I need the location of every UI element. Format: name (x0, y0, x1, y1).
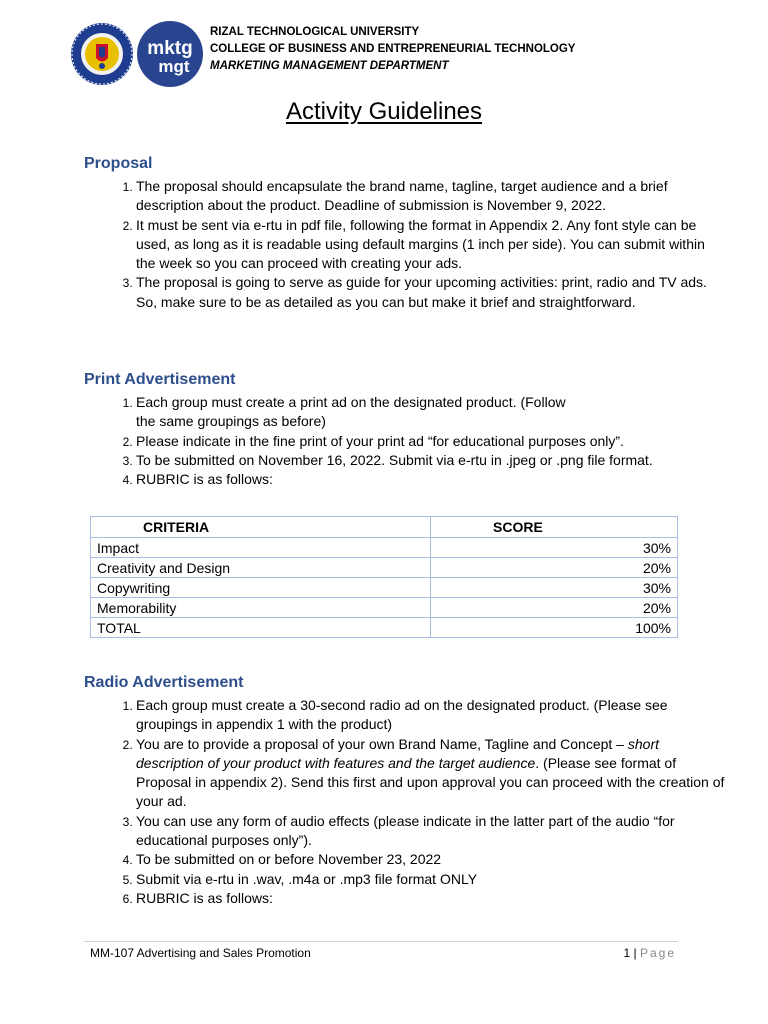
footer-page (623, 946, 676, 960)
score-cell: 30% (431, 578, 678, 598)
criteria-header: CRITERIA (91, 517, 431, 538)
list-item: 3. To be submitted on November 16, 2022. Submit via e-rtu in .jpeg or .png file format. (136, 451, 726, 470)
criteria-cell: Impact (91, 538, 431, 558)
list-item: 4. RUBRIC is as follows: (136, 470, 726, 489)
score-cell: 20% (431, 558, 678, 578)
list-item (136, 735, 726, 812)
page-number: 1 (623, 946, 631, 960)
table-row (91, 618, 678, 638)
list-item-text: You are to provide a proposal of your own Brand Name, Tagline and Concept – (136, 735, 624, 752)
list-item: 3. The proposal is going to serve as guide for your upcoming activities: print, radio and TV ads. So, make sure to be as detailed as you can but make it brief and straightforward. (136, 273, 726, 312)
score-cell: 30% (431, 538, 678, 558)
table-row (91, 558, 678, 578)
department-name: MARKETING MANAGEMENT DEPARTMENT (210, 60, 449, 72)
college-name: COLLEGE OF BUSINESS AND ENTREPRENEURIAL TECHNOLOGY (210, 43, 576, 55)
list-item: 2. Please indicate in the fine print of your print ad “for educational purposes only”. (136, 432, 726, 451)
table-row (91, 538, 678, 558)
list-item: 2. It must be sent via e-rtu in pdf file, following the format in Appendix 2. Any font style can be used, as long as it is readable using default margins (1 inch per side). You can submit within the week so you can proceed with creating your ads. (136, 216, 726, 274)
proposal-heading: Proposal (84, 155, 153, 172)
page-label: Page (639, 946, 676, 960)
print-ad-list (84, 393, 726, 489)
criteria-cell: Copywriting (91, 578, 431, 598)
table-header-row (91, 517, 678, 538)
score-header: SCORE (431, 517, 678, 538)
list-item (136, 393, 726, 432)
page-separator: | (633, 946, 637, 960)
list-item-line: Each group must create a print ad on the designated product. (Follow (136, 394, 566, 410)
logo-text-top: mktg (147, 38, 193, 59)
university-name: RIZAL TECHNOLOGICAL UNIVERSITY (210, 26, 420, 38)
list-item: 5. Submit via e-rtu in .wav, .m4a or .mp3 file format ONLY (136, 870, 726, 889)
institution-block (210, 24, 575, 75)
list-item: 1. Each group must create a 30-second radio ad on the designated product. (Please see groupings in appendix 1 with the product) (136, 696, 726, 735)
letterhead (70, 18, 710, 88)
list-item-line: the same groupings as before) (136, 413, 326, 430)
footer-divider (84, 941, 678, 942)
footer-course: MM-107 Advertising and Sales Promotion (90, 946, 311, 960)
score-cell: 100% (431, 618, 678, 638)
list-item: 6. RUBRIC is as follows: (136, 889, 726, 908)
page-title: Activity Guidelines (285, 98, 483, 125)
list-item: 1. The proposal should encapsulate the brand name, tagline, target audience and a brief description about the product. Deadline of submission is November 9, 2022. (136, 177, 726, 216)
list-item-line: educational purposes only”). (136, 832, 312, 849)
print-rubric-table (90, 516, 678, 638)
list-item: 4. To be submitted on or before November 23, 2022 (136, 850, 726, 869)
list-item-emphasis: short description of your product with features and the target audience (136, 735, 659, 771)
criteria-cell: Memorability (91, 598, 431, 618)
criteria-cell: Creativity and Design (91, 558, 431, 578)
mktg-mgt-logo (136, 20, 204, 88)
radio-ad-heading: Radio Advertisement (84, 674, 244, 691)
score-cell: 20% (431, 598, 678, 618)
radio-ad-list (84, 696, 726, 908)
list-item-line: You can use any form of audio effects (please indicate in the latter part of the audio “for (136, 812, 675, 829)
table-row (91, 578, 678, 598)
criteria-cell: TOTAL (91, 618, 431, 638)
print-ad-heading: Print Advertisement (84, 371, 236, 388)
table-row (91, 598, 678, 618)
list-item-text: . (Please see format of Proposal in appendix 2). Send this first and upon approval you can proceed with the creation of your ad. (136, 754, 725, 810)
list-item (136, 812, 726, 851)
proposal-list (84, 177, 726, 312)
logo-text-bottom: mgt (158, 57, 190, 76)
rtu-seal-logo (70, 22, 134, 86)
